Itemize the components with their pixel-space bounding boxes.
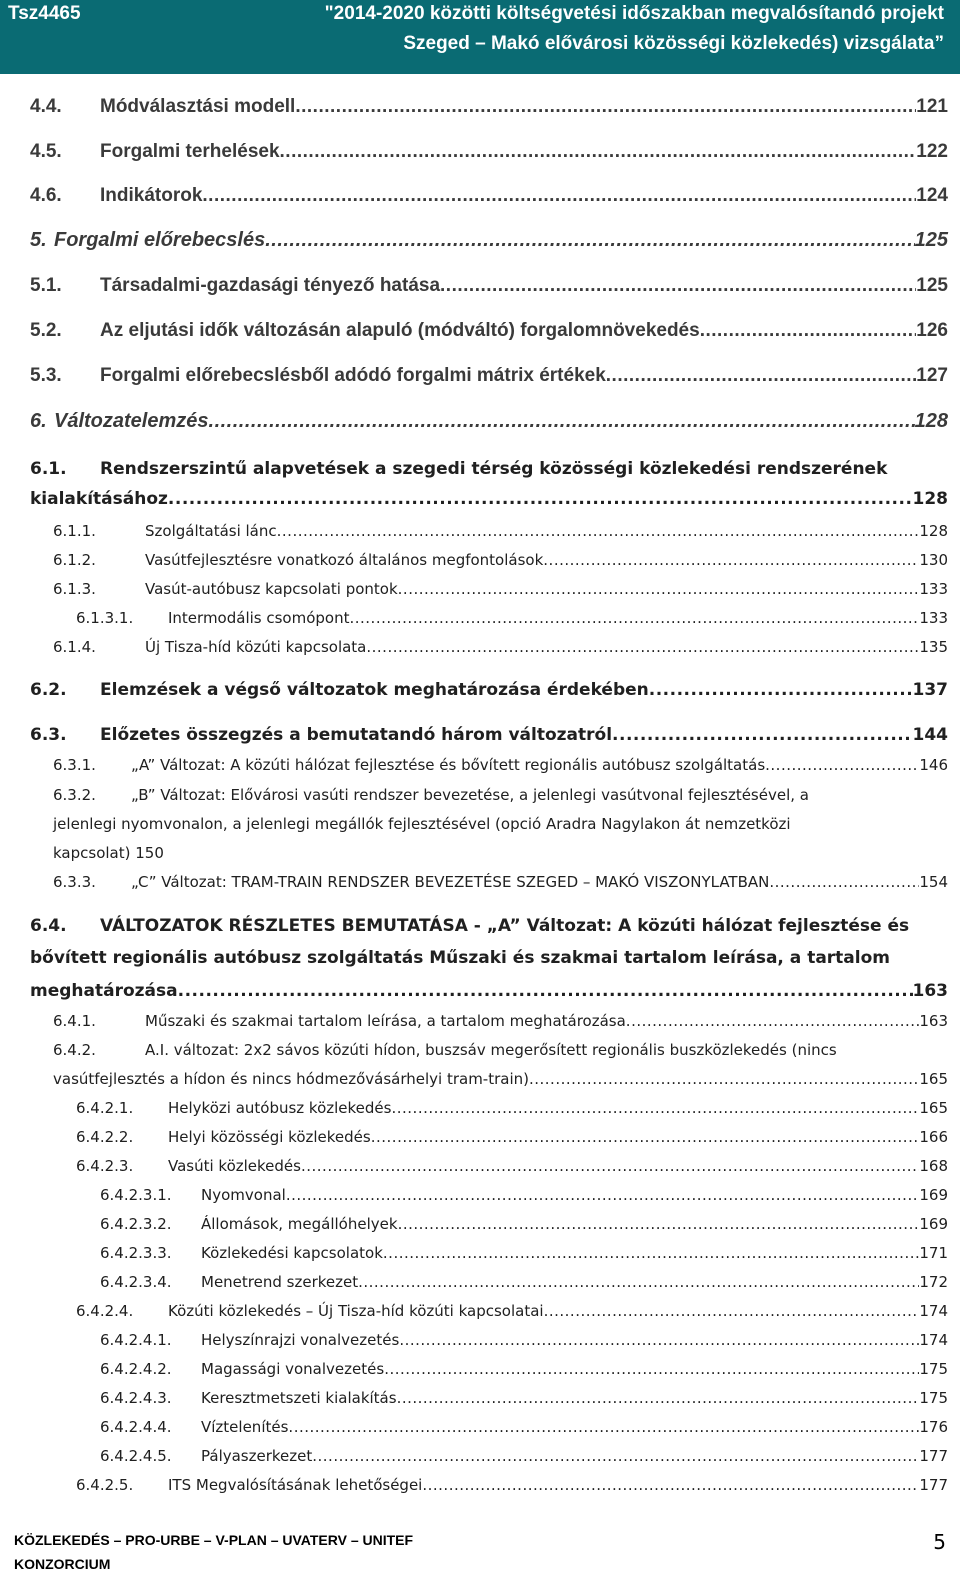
toc-entry[interactable] — [53, 786, 948, 804]
toc-page: 169 — [919, 1186, 948, 1204]
toc-number: 6.4.2.2. — [76, 1128, 134, 1146]
toc-page: 177 — [919, 1447, 948, 1465]
toc-title: Új Tisza-híd közúti kapcsolata — [145, 638, 367, 656]
project-title-line-2: Szeged – Makó elővárosi közösségi közlekedés) vizsgálata” — [403, 33, 944, 54]
toc-page: 174 — [919, 1302, 948, 1320]
toc-title: Rendszerszintű alapvetések a szegedi térség közösségi közlekedési rendszerének — [100, 459, 888, 479]
toc-page: 165 — [919, 1070, 948, 1088]
toc-page: 168 — [919, 1157, 948, 1175]
toc-page: 122 — [916, 141, 948, 162]
toc-entry[interactable] — [30, 459, 948, 479]
toc-number: 6.4. — [30, 916, 67, 936]
toc-number: 6.3.3. — [53, 873, 96, 891]
toc-title: Módválasztási modell — [100, 96, 296, 117]
toc-leader — [626, 1012, 920, 1030]
toc-page: 121 — [916, 96, 948, 117]
toc-leader — [398, 1215, 920, 1233]
toc-title: jelenlegi nyomvonalon, a jelenlegi megállók fejlesztésével (opció Aradra Nagylakon át nemzetközi — [53, 815, 791, 833]
toc-title: Helyközi autóbusz közlekedés — [168, 1099, 392, 1117]
toc-title: Víztelenítés — [201, 1418, 289, 1436]
toc-page: 127 — [916, 365, 948, 386]
toc-page: 146 — [919, 756, 948, 774]
toc-number: 6.4.1. — [53, 1012, 96, 1030]
toc-entry[interactable] — [76, 1476, 948, 1494]
consortium-line-1: KÖZLEKEDÉS – PRO-URBE – V-PLAN – UVATERV – UNITEF — [14, 1532, 414, 1548]
toc-page: 130 — [919, 551, 948, 569]
toc-number: 6.4.2.4.1. — [100, 1331, 172, 1349]
toc-leader — [649, 680, 913, 700]
toc-leader — [384, 1360, 919, 1378]
toc-title: Változatelemzés — [54, 410, 209, 432]
toc-leader — [398, 580, 920, 598]
toc-entry-continuation[interactable] — [53, 815, 948, 833]
toc-entry[interactable] — [30, 410, 948, 433]
toc-number: 6.4.2.4.5. — [100, 1447, 172, 1465]
toc-entry[interactable] — [53, 522, 948, 540]
toc-title: Vasútfejlesztésre vonatkozó általános megfontolások — [145, 551, 544, 569]
toc-page: 175 — [919, 1360, 948, 1378]
toc-number: 6.1.3.1. — [76, 609, 134, 627]
toc-title: Intermodális csomópont — [168, 609, 350, 627]
toc-title: „C” Változat: TRAM-TRAIN RENDSZER BEVEZETÉSE SZEGED – MAKÓ VISZONYLATBAN — [131, 873, 770, 891]
toc-title: Vasút-autóbusz kapcsolati pontok — [145, 580, 398, 598]
toc-page: 154 — [919, 873, 948, 891]
toc-title: Nyomvonal — [201, 1186, 286, 1204]
toc-entry-continuation[interactable] — [30, 948, 948, 968]
toc-number: 6. — [30, 410, 47, 432]
toc-title: ITS Megvalósításának lehetőségei — [168, 1476, 423, 1494]
toc-entry[interactable] — [53, 638, 948, 656]
toc-number: 6.4.2.3.2. — [100, 1215, 172, 1233]
toc-entry[interactable] — [76, 609, 948, 627]
toc-entry[interactable] — [100, 1389, 948, 1407]
toc-title: vasútfejlesztés a hídon és nincs hódmezővásárhelyi tram-train) — [53, 1070, 529, 1088]
toc-entry[interactable] — [30, 96, 948, 118]
project-title-line-1: "2014-2020 közötti költségvetési időszakban megvalósítandó projekt — [324, 3, 944, 24]
toc-page: 128 — [912, 489, 948, 509]
toc-leader — [399, 1331, 919, 1349]
toc-entry[interactable] — [100, 1331, 948, 1349]
toc-leader — [202, 185, 916, 207]
toc-leader — [397, 1389, 920, 1407]
toc-title: kialakításához — [30, 489, 168, 509]
toc-leader — [349, 609, 919, 627]
toc-title: Indikátorok — [100, 185, 203, 206]
toc-page: 144 — [912, 725, 948, 745]
toc-number: 5.1. — [30, 275, 62, 296]
toc-title: „A” Változat: A közúti hálózat fejlesztése és bővített regionális autóbusz szolgáltatás — [131, 756, 766, 774]
toc-leader — [371, 1128, 920, 1146]
toc-leader — [280, 141, 917, 163]
toc-page: 177 — [919, 1476, 948, 1494]
document-id: Tsz4465 — [8, 3, 81, 24]
toc-title: Magassági vonalvezetés — [201, 1360, 385, 1378]
toc-title: Előzetes összegzés a bemutatandó három változatról — [100, 725, 613, 745]
toc-leader — [612, 725, 912, 745]
toc-entry[interactable] — [30, 725, 948, 745]
toc-number: 6.1.3. — [53, 580, 96, 598]
toc-number: 6.4.2.4.3. — [100, 1389, 172, 1407]
toc-title: Állomások, megállóhelyek — [201, 1215, 398, 1233]
toc-page: 133 — [919, 609, 948, 627]
toc-entry[interactable] — [100, 1360, 948, 1378]
toc-leader — [312, 1447, 919, 1465]
toc-page: 128 — [914, 410, 948, 432]
toc-title: Forgalmi előrebecslés — [54, 229, 266, 251]
toc-leader — [366, 638, 919, 656]
toc-entry[interactable] — [53, 873, 948, 891]
toc-entry[interactable] — [53, 551, 948, 569]
toc-page: 128 — [919, 522, 948, 540]
toc-title: Társadalmi-gazdasági tényező hatása — [100, 275, 441, 296]
toc-entry[interactable] — [100, 1273, 948, 1291]
toc-title: „B” Változat: Elővárosi vasúti rendszer bevezetése, a jelenlegi vasútvonal fejlesztésével, a — [131, 786, 809, 804]
toc-entry[interactable] — [53, 756, 948, 774]
toc-entry[interactable] — [30, 365, 948, 387]
toc-page: 126 — [916, 320, 948, 341]
toc-leader — [168, 489, 913, 509]
toc-leader — [422, 1476, 919, 1494]
toc-number: 6.2. — [30, 680, 67, 700]
toc-leader — [391, 1099, 919, 1117]
toc-title: Forgalmi előrebecslésből adódó forgalmi mátrix értékek — [100, 365, 606, 386]
toc-entry[interactable] — [76, 1099, 948, 1117]
toc-number: 5.2. — [30, 320, 62, 341]
toc-title: Helyszínrajzi vonalvezetés — [201, 1331, 400, 1349]
toc-entry[interactable] — [30, 916, 948, 936]
toc-number: 6.3.2. — [53, 786, 96, 804]
toc-entry[interactable] — [100, 1215, 948, 1233]
toc-number: 6.3. — [30, 725, 67, 745]
toc-leader — [544, 1302, 920, 1320]
toc-number: 6.4.2.5. — [76, 1476, 134, 1494]
toc-entry-continuation[interactable] — [53, 1070, 948, 1088]
toc-title: Keresztmetszeti kialakítás — [201, 1389, 397, 1407]
toc-title: Közúti közlekedés – Új Tisza-híd közúti kapcsolatai — [168, 1302, 544, 1320]
toc-page: 163 — [919, 1012, 948, 1030]
toc-page: 166 — [919, 1128, 948, 1146]
toc-leader — [209, 410, 915, 433]
toc-number: 6.4.2.3. — [76, 1157, 134, 1175]
toc-leader — [286, 1186, 920, 1204]
toc-number: 5. — [30, 229, 47, 251]
toc-page: 124 — [916, 185, 948, 206]
toc-leader — [543, 551, 919, 569]
toc-number: 6.4.2. — [53, 1041, 96, 1059]
toc-number: 4.4. — [30, 96, 62, 117]
toc-page: 137 — [912, 680, 948, 700]
toc-title: kapcsolat) 150 — [53, 844, 164, 862]
toc-title: Pályaszerkezet — [201, 1447, 313, 1465]
toc-page: 133 — [919, 580, 948, 598]
toc-leader — [440, 275, 916, 297]
toc-page: 171 — [919, 1244, 948, 1262]
toc-number: 4.5. — [30, 141, 62, 162]
toc-entry[interactable] — [76, 1302, 948, 1320]
toc-number: 4.6. — [30, 185, 62, 206]
toc-page: 175 — [919, 1389, 948, 1407]
toc-entry[interactable] — [53, 1041, 948, 1059]
toc-entry[interactable] — [100, 1244, 948, 1262]
toc-number: 6.3.1. — [53, 756, 96, 774]
toc-number: 6.1.1. — [53, 522, 96, 540]
toc-page: 169 — [919, 1215, 948, 1233]
toc-title: VÁLTOZATOK RÉSZLETES BEMUTATÁSA - „A” Változat: A közúti hálózat fejlesztése és — [100, 916, 910, 936]
toc-entry[interactable] — [53, 1012, 948, 1030]
toc-leader — [301, 1157, 919, 1175]
toc-entry-continuation[interactable] — [53, 844, 948, 862]
toc-leader — [700, 320, 917, 342]
toc-entry-continuation[interactable] — [30, 489, 948, 509]
toc-leader — [265, 229, 914, 252]
consortium-footer — [14, 1528, 484, 1576]
page-number: 5 — [933, 1530, 946, 1554]
toc-title: Elemzések a végső változatok meghatározása érdekében — [100, 680, 649, 700]
toc-title: Menetrend szerkezet — [201, 1273, 359, 1291]
toc-title: Műszaki és szakmai tartalom leírása, a tartalom meghatározása — [145, 1012, 626, 1030]
toc-leader — [358, 1273, 919, 1291]
toc-title: Forgalmi terhelések — [100, 141, 280, 162]
toc-leader — [765, 756, 919, 774]
toc-leader — [295, 96, 916, 118]
toc-title: meghatározása — [30, 981, 178, 1001]
toc-title: Közlekedési kapcsolatok — [201, 1244, 383, 1262]
toc-number: 6.1. — [30, 459, 67, 479]
toc-number: 6.1.4. — [53, 638, 96, 656]
toc-title: Az eljutási idők változásán alapuló (módváltó) forgalomnövekedés — [100, 320, 700, 341]
toc-entry[interactable] — [100, 1447, 948, 1465]
toc-entry[interactable] — [30, 185, 948, 207]
toc-title: Szolgáltatási lánc — [145, 522, 277, 540]
toc-number: 6.4.2.3.3. — [100, 1244, 172, 1262]
toc-leader — [288, 1418, 919, 1436]
toc-title: A.I. változat: 2x2 sávos közúti hídon, buszsáv megerősített regionális buszközlekedés (nincs — [145, 1041, 837, 1059]
toc-number: 6.1.2. — [53, 551, 96, 569]
toc-title: Helyi közösségi közlekedés — [168, 1128, 371, 1146]
toc-number: 6.4.2.3.4. — [100, 1273, 172, 1291]
toc-entry[interactable] — [30, 141, 948, 163]
toc-leader — [769, 873, 919, 891]
toc-leader — [529, 1070, 919, 1088]
toc-entry[interactable] — [30, 229, 948, 252]
toc-title: bővített regionális autóbusz szolgáltatás Műszaki és szakmai tartalom leírása, a tartalom — [30, 948, 891, 968]
toc-entry[interactable] — [53, 580, 948, 598]
toc-page: 125 — [916, 275, 948, 296]
toc-entry[interactable] — [100, 1186, 948, 1204]
consortium-line-2: KONZORCIUM — [14, 1556, 111, 1572]
toc-number: 6.4.2.4.2. — [100, 1360, 172, 1378]
toc-leader — [606, 365, 917, 387]
toc-entry[interactable] — [76, 1157, 948, 1175]
toc-number: 6.4.2.4.4. — [100, 1418, 172, 1436]
toc-page: 174 — [919, 1331, 948, 1349]
toc-entry[interactable] — [30, 275, 948, 297]
toc-entry[interactable] — [100, 1418, 948, 1436]
toc-page: 172 — [919, 1273, 948, 1291]
toc-page: 125 — [914, 229, 948, 251]
toc-entry[interactable] — [30, 320, 948, 342]
toc-leader — [178, 981, 913, 1001]
toc-number: 6.4.2.1. — [76, 1099, 134, 1117]
toc-number: 5.3. — [30, 365, 62, 386]
toc-number: 6.4.2.3.1. — [100, 1186, 172, 1204]
toc-leader — [383, 1244, 919, 1262]
toc-entry[interactable] — [30, 680, 948, 700]
toc-number: 6.4.2.4. — [76, 1302, 134, 1320]
toc-page: 163 — [912, 981, 948, 1001]
toc-leader — [277, 522, 920, 540]
toc-page: 135 — [919, 638, 948, 656]
toc-page: 176 — [919, 1418, 948, 1436]
toc-entry-continuation[interactable] — [30, 981, 948, 1001]
toc-entry[interactable] — [76, 1128, 948, 1146]
toc-page: 165 — [919, 1099, 948, 1117]
toc-title: Vasúti közlekedés — [168, 1157, 301, 1175]
